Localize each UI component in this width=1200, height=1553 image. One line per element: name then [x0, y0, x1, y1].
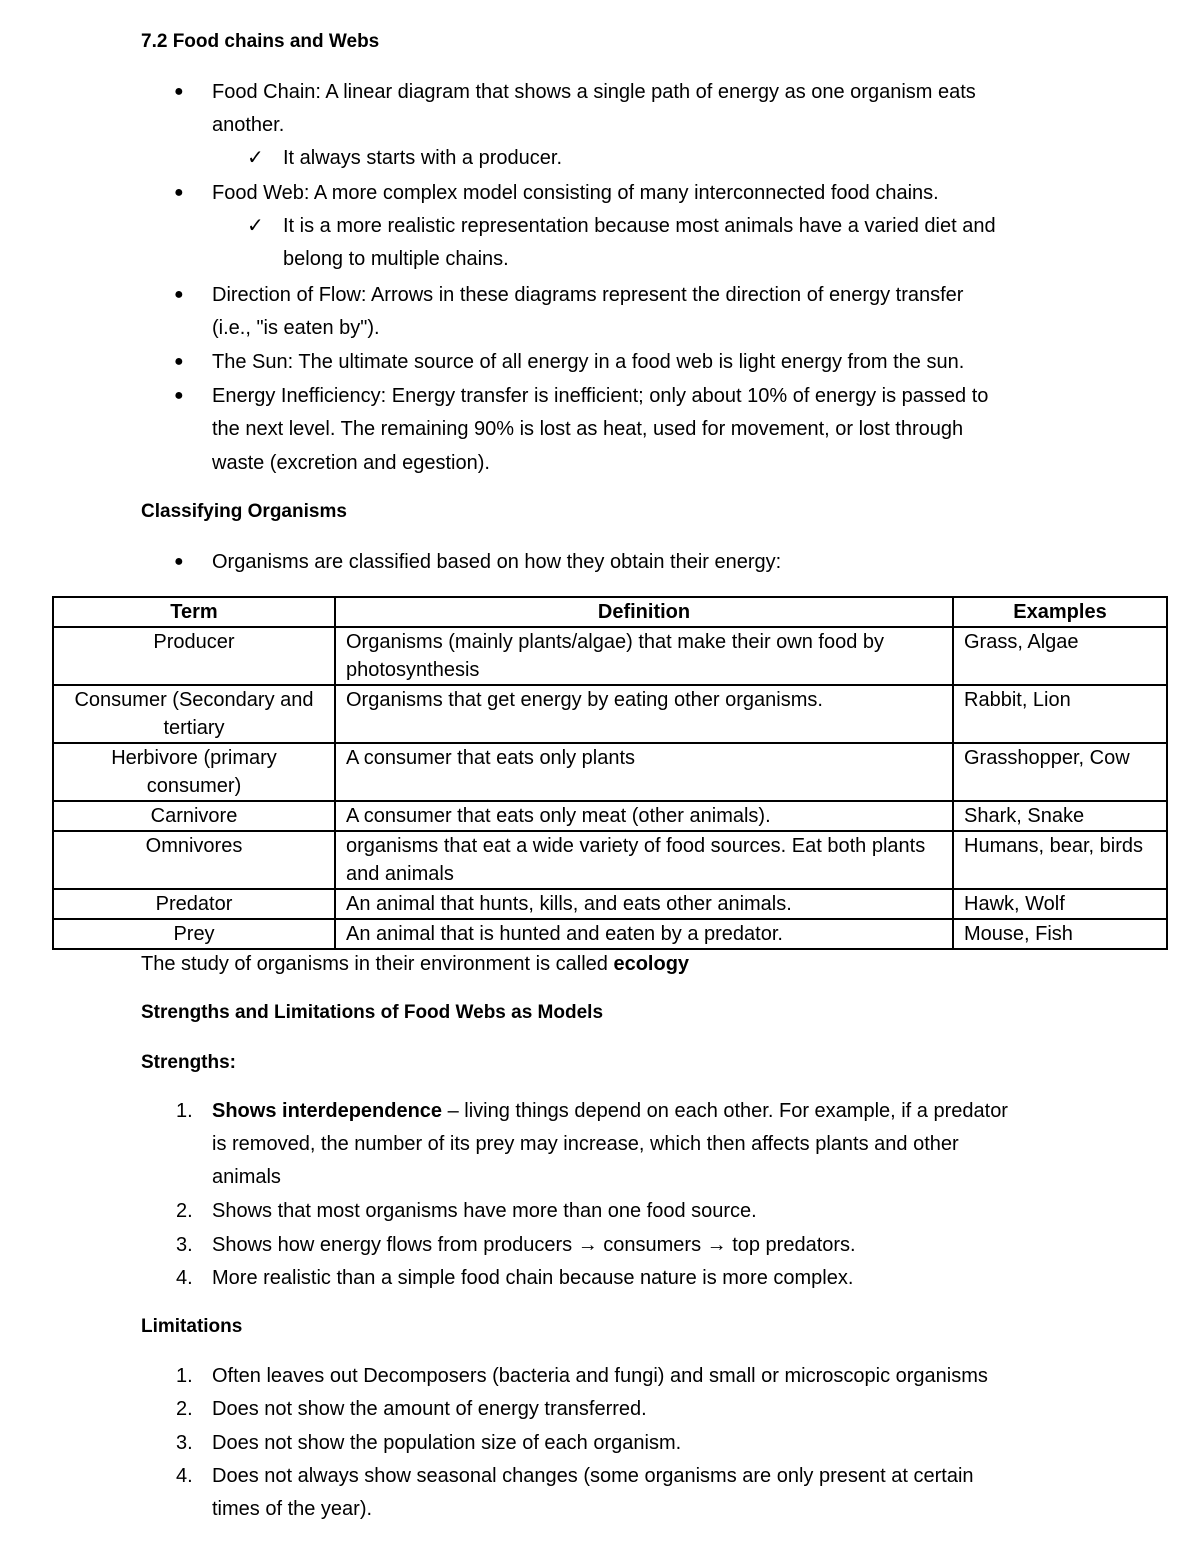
- table-row: [53, 685, 1167, 743]
- strength-text: animals: [212, 1166, 281, 1188]
- bullet-text: Direction of Flow: Arrows in these diagrams represent the direction of energy transfer: [212, 284, 964, 306]
- examples-cell: Humans, bear, birds: [953, 831, 1167, 889]
- definition-cell: An animal that hunts, kills, and eats other animals.: [335, 889, 953, 919]
- bullet-icon: ●: [174, 387, 184, 404]
- list-number: 3.: [176, 1234, 193, 1256]
- bullet-text: another.: [212, 114, 285, 136]
- bullet-icon: ●: [174, 83, 184, 100]
- bullet-text: Food Web: A more complex model consisting of many interconnected food chains.: [212, 182, 939, 204]
- limitation-text: Often leaves out Decomposers (bacteria and fungi) and small or microscopic organisms: [212, 1365, 988, 1387]
- strength-text-cont: – living things depend on each other. For example, if a predator: [442, 1100, 1008, 1122]
- list-number: 2.: [176, 1398, 193, 1420]
- section-title-food-chains: 7.2 Food chains and Webs: [141, 31, 380, 52]
- term-cell: Consumer (Secondary and tertiary: [53, 685, 335, 743]
- section-title-strengths-limitations: Strengths and Limitations of Food Webs as Models: [141, 1002, 604, 1023]
- bullet-text: Food Chain: A linear diagram that shows a single path of energy as one organism eats: [212, 81, 976, 103]
- table-row: [53, 889, 1167, 919]
- strength-text: [212, 1099, 1008, 1123]
- definition-cell: Organisms that get energy by eating other organisms.: [335, 685, 953, 743]
- limitations-heading: Limitations: [141, 1316, 243, 1337]
- limitation-text: Does not show the population size of each organism.: [212, 1432, 682, 1454]
- strengths-heading: Strengths:: [141, 1052, 236, 1073]
- term-cell: Herbivore (primary consumer): [53, 743, 335, 801]
- term-cell: Predator: [53, 889, 335, 919]
- definition-cell: Organisms (mainly plants/algae) that make their own food by photosynthesis: [335, 627, 953, 685]
- strength-text: Shows how energy flows from producers → consumers → top predators.: [212, 1234, 856, 1256]
- limitation-text: Does not always show seasonal changes (some organisms are only present at certain: [212, 1465, 974, 1487]
- bullet-icon: ●: [174, 286, 184, 303]
- table-row: [53, 801, 1167, 831]
- table-row: [53, 919, 1167, 949]
- table-header-row: [53, 597, 1167, 627]
- limitation-text: Does not show the amount of energy transferred.: [212, 1398, 647, 1420]
- table-row: [53, 831, 1167, 889]
- examples-cell: Shark, Snake: [953, 801, 1167, 831]
- list-number: 4.: [176, 1465, 193, 1487]
- definition-cell: organisms that eat a wide variety of food sources. Eat both plants and animals: [335, 831, 953, 889]
- bullet-text: The Sun: The ultimate source of all energy in a food web is light energy from the sun.: [212, 351, 965, 373]
- examples-cell: Mouse, Fish: [953, 919, 1167, 949]
- check-icon: ✓: [247, 147, 264, 169]
- definition-cell: An animal that is hunted and eaten by a predator.: [335, 919, 953, 949]
- strength-text: More realistic than a simple food chain because nature is more complex.: [212, 1267, 854, 1289]
- examples-cell: Hawk, Wolf: [953, 889, 1167, 919]
- list-number: 1.: [176, 1365, 193, 1387]
- list-number: 2.: [176, 1200, 193, 1222]
- examples-cell: Grass, Algae: [953, 627, 1167, 685]
- definition-cell: A consumer that eats only meat (other animals).: [335, 801, 953, 831]
- examples-cell: Rabbit, Lion: [953, 685, 1167, 743]
- check-text: It is a more realistic representation because most animals have a varied diet and: [283, 215, 996, 237]
- list-number: 4.: [176, 1267, 193, 1289]
- strength-bold-lead: Shows interdependence: [212, 1100, 443, 1122]
- list-number: 3.: [176, 1432, 193, 1454]
- definition-cell: A consumer that eats only plants: [335, 743, 953, 801]
- bullet-text: (i.e., "is eaten by").: [212, 317, 380, 339]
- ecology-note: [141, 952, 689, 976]
- bullet-icon: ●: [174, 553, 184, 570]
- bullet-icon: ●: [174, 184, 184, 201]
- header-definition: Definition: [335, 597, 953, 627]
- table-row: [53, 627, 1167, 685]
- check-icon: ✓: [247, 215, 264, 237]
- check-text: It always starts with a producer.: [283, 147, 563, 169]
- term-cell: Omnivores: [53, 831, 335, 889]
- strength-text: is removed, the number of its prey may increase, which then affects plants and other: [212, 1133, 959, 1155]
- ecology-note-text: The study of organisms in their environment is called: [141, 953, 614, 975]
- section-title-classifying: Classifying Organisms: [141, 501, 347, 522]
- term-cell: Producer: [53, 627, 335, 685]
- bullet-text: Energy Inefficiency: Energy transfer is inefficient; only about 10% of energy is passed to: [212, 385, 989, 407]
- limitation-text: times of the year).: [212, 1498, 373, 1520]
- ecology-term: ecology: [613, 953, 690, 975]
- header-term: Term: [53, 597, 335, 627]
- examples-cell: Grasshopper, Cow: [953, 743, 1167, 801]
- bullet-text: Organisms are classified based on how they obtain their energy:: [212, 551, 782, 573]
- bullet-text: waste (excretion and egestion).: [212, 452, 490, 474]
- organisms-table: [52, 596, 1168, 950]
- term-cell: Carnivore: [53, 801, 335, 831]
- strength-text: Shows that most organisms have more than one food source.: [212, 1200, 757, 1222]
- check-text: belong to multiple chains.: [283, 248, 509, 270]
- list-number: 1.: [176, 1100, 193, 1122]
- bullet-icon: ●: [174, 353, 184, 370]
- header-examples: Examples: [953, 597, 1167, 627]
- table-row: [53, 743, 1167, 801]
- term-cell: Prey: [53, 919, 335, 949]
- bullet-text: the next level. The remaining 90% is lost as heat, used for movement, or lost through: [212, 418, 964, 440]
